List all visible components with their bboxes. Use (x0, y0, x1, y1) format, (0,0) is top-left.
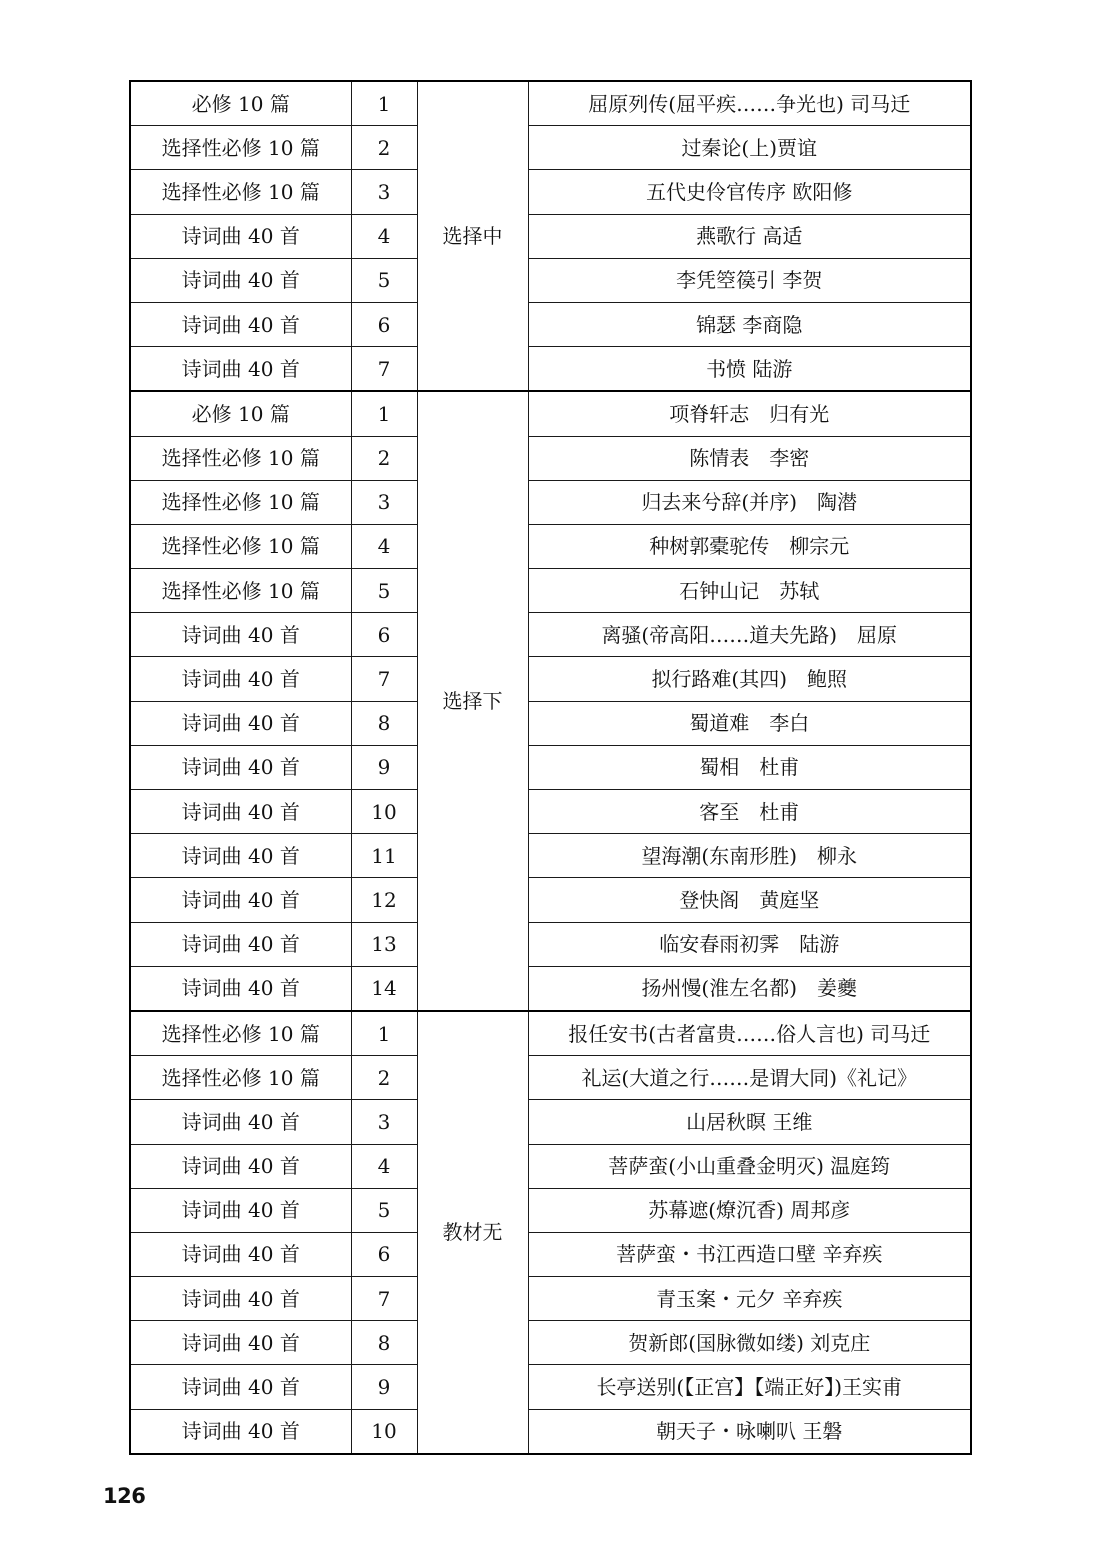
category-cell: 诗词曲 40 首 (130, 347, 351, 392)
number-cell: 3 (351, 480, 417, 524)
category-cell: 诗词曲 40 首 (130, 302, 351, 346)
title-cell: 山居秋暝 王维 (528, 1100, 971, 1144)
category-cell: 诗词曲 40 首 (130, 966, 351, 1011)
category-cell: 诗词曲 40 首 (130, 745, 351, 789)
table-row (130, 1232, 971, 1276)
title-cell: 石钟山记 苏轼 (528, 569, 971, 613)
number-cell: 4 (351, 214, 417, 258)
number-cell: 9 (351, 1365, 417, 1409)
group-label-cell: 教材无 (417, 1011, 528, 1454)
table-row (130, 258, 971, 302)
category-cell: 选择性必修 10 篇 (130, 524, 351, 568)
number-cell: 8 (351, 701, 417, 745)
number-cell: 6 (351, 613, 417, 657)
category-cell: 选择性必修 10 篇 (130, 1011, 351, 1056)
category-cell: 诗词曲 40 首 (130, 790, 351, 834)
category-cell: 诗词曲 40 首 (130, 1277, 351, 1321)
poem-table-body (130, 81, 971, 1454)
title-cell: 屈原列传(屈平疾……争光也) 司马迁 (528, 81, 971, 126)
title-cell: 归去来兮辞(并序) 陶潜 (528, 480, 971, 524)
number-cell: 8 (351, 1321, 417, 1365)
number-cell: 3 (351, 170, 417, 214)
category-cell: 诗词曲 40 首 (130, 1100, 351, 1144)
table-row (130, 878, 971, 922)
table-row (130, 214, 971, 258)
table-row (130, 790, 971, 834)
title-cell: 扬州慢(淮左名都) 姜夔 (528, 966, 971, 1011)
title-cell: 登快阁 黄庭坚 (528, 878, 971, 922)
group-label-cell: 选择中 (417, 81, 528, 391)
category-cell: 诗词曲 40 首 (130, 834, 351, 878)
category-cell: 诗词曲 40 首 (130, 701, 351, 745)
title-cell: 客至 杜甫 (528, 790, 971, 834)
number-cell: 1 (351, 1011, 417, 1056)
category-cell: 诗词曲 40 首 (130, 657, 351, 701)
number-cell: 5 (351, 569, 417, 613)
number-cell: 12 (351, 878, 417, 922)
title-cell: 菩萨蛮・书江西造口壁 辛弃疾 (528, 1232, 971, 1276)
number-cell: 6 (351, 1232, 417, 1276)
table-row (130, 966, 971, 1011)
category-cell: 诗词曲 40 首 (130, 214, 351, 258)
number-cell: 5 (351, 258, 417, 302)
category-cell: 选择性必修 10 篇 (130, 569, 351, 613)
category-cell: 必修 10 篇 (130, 81, 351, 126)
group-label-cell: 选择下 (417, 391, 528, 1011)
table-row (130, 834, 971, 878)
table-row (130, 302, 971, 346)
category-cell: 选择性必修 10 篇 (130, 436, 351, 480)
table-row (130, 436, 971, 480)
table-row (130, 524, 971, 568)
title-cell: 蜀相 杜甫 (528, 745, 971, 789)
number-cell: 5 (351, 1188, 417, 1232)
table-row (130, 81, 971, 126)
title-cell: 望海潮(东南形胜) 柳永 (528, 834, 971, 878)
category-cell: 必修 10 篇 (130, 391, 351, 436)
number-cell: 7 (351, 657, 417, 701)
number-cell: 10 (351, 790, 417, 834)
category-cell: 诗词曲 40 首 (130, 613, 351, 657)
number-cell: 2 (351, 436, 417, 480)
title-cell: 陈情表 李密 (528, 436, 971, 480)
number-cell: 1 (351, 81, 417, 126)
number-cell: 2 (351, 1056, 417, 1100)
table-row (130, 480, 971, 524)
category-cell: 选择性必修 10 篇 (130, 170, 351, 214)
table-row (130, 613, 971, 657)
number-cell: 2 (351, 126, 417, 170)
table-row (130, 745, 971, 789)
category-cell: 选择性必修 10 篇 (130, 126, 351, 170)
number-cell: 3 (351, 1100, 417, 1144)
title-cell: 贺新郎(国脉微如缕) 刘克庄 (528, 1321, 971, 1365)
title-cell: 李凭箜篌引 李贺 (528, 258, 971, 302)
number-cell: 11 (351, 834, 417, 878)
table-row (130, 1188, 971, 1232)
table-row (130, 126, 971, 170)
title-cell: 青玉案・元夕 辛弃疾 (528, 1277, 971, 1321)
title-cell: 苏幕遮(燎沉香) 周邦彦 (528, 1188, 971, 1232)
table-row (130, 922, 971, 966)
table-row (130, 1409, 971, 1454)
number-cell: 14 (351, 966, 417, 1011)
number-cell: 7 (351, 347, 417, 392)
number-cell: 10 (351, 1409, 417, 1454)
table-row (130, 1011, 971, 1056)
title-cell: 锦瑟 李商隐 (528, 302, 971, 346)
title-cell: 蜀道难 李白 (528, 701, 971, 745)
number-cell: 4 (351, 1144, 417, 1188)
table-row (130, 347, 971, 392)
category-cell: 诗词曲 40 首 (130, 1321, 351, 1365)
title-cell: 燕歌行 高适 (528, 214, 971, 258)
number-cell: 13 (351, 922, 417, 966)
table-row (130, 1100, 971, 1144)
table-row (130, 1144, 971, 1188)
category-cell: 诗词曲 40 首 (130, 878, 351, 922)
title-cell: 临安春雨初霁 陆游 (528, 922, 971, 966)
title-cell: 长亭送别(【正宫】【端正好】)王实甫 (528, 1365, 971, 1409)
table-row (130, 391, 971, 436)
number-cell: 7 (351, 1277, 417, 1321)
number-cell: 9 (351, 745, 417, 789)
poem-table (129, 80, 972, 1455)
category-cell: 诗词曲 40 首 (130, 1365, 351, 1409)
table-row (130, 1321, 971, 1365)
title-cell: 礼运(大道之行……是谓大同)《礼记》 (528, 1056, 971, 1100)
table-row (130, 569, 971, 613)
title-cell: 过秦论(上)贾谊 (528, 126, 971, 170)
category-cell: 诗词曲 40 首 (130, 1144, 351, 1188)
page-number: 126 (103, 1484, 146, 1508)
category-cell: 选择性必修 10 篇 (130, 480, 351, 524)
title-cell: 项脊轩志 归有光 (528, 391, 971, 436)
table-row (130, 701, 971, 745)
title-cell: 种树郭橐驼传 柳宗元 (528, 524, 971, 568)
title-cell: 书愤 陆游 (528, 347, 971, 392)
table-row (130, 1365, 971, 1409)
category-cell: 诗词曲 40 首 (130, 922, 351, 966)
title-cell: 五代史伶官传序 欧阳修 (528, 170, 971, 214)
category-cell: 诗词曲 40 首 (130, 1409, 351, 1454)
category-cell: 诗词曲 40 首 (130, 258, 351, 302)
number-cell: 6 (351, 302, 417, 346)
title-cell: 拟行路难(其四) 鲍照 (528, 657, 971, 701)
number-cell: 4 (351, 524, 417, 568)
category-cell: 诗词曲 40 首 (130, 1188, 351, 1232)
category-cell: 诗词曲 40 首 (130, 1232, 351, 1276)
table-row (130, 1277, 971, 1321)
table-row (130, 657, 971, 701)
number-cell: 1 (351, 391, 417, 436)
title-cell: 朝天子・咏喇叭 王磐 (528, 1409, 971, 1454)
title-cell: 菩萨蛮(小山重叠金明灭) 温庭筠 (528, 1144, 971, 1188)
category-cell: 选择性必修 10 篇 (130, 1056, 351, 1100)
table-row (130, 1056, 971, 1100)
title-cell: 离骚(帝高阳……道夫先路) 屈原 (528, 613, 971, 657)
table-row (130, 170, 971, 214)
title-cell: 报任安书(古者富贵……俗人言也) 司马迁 (528, 1011, 971, 1056)
